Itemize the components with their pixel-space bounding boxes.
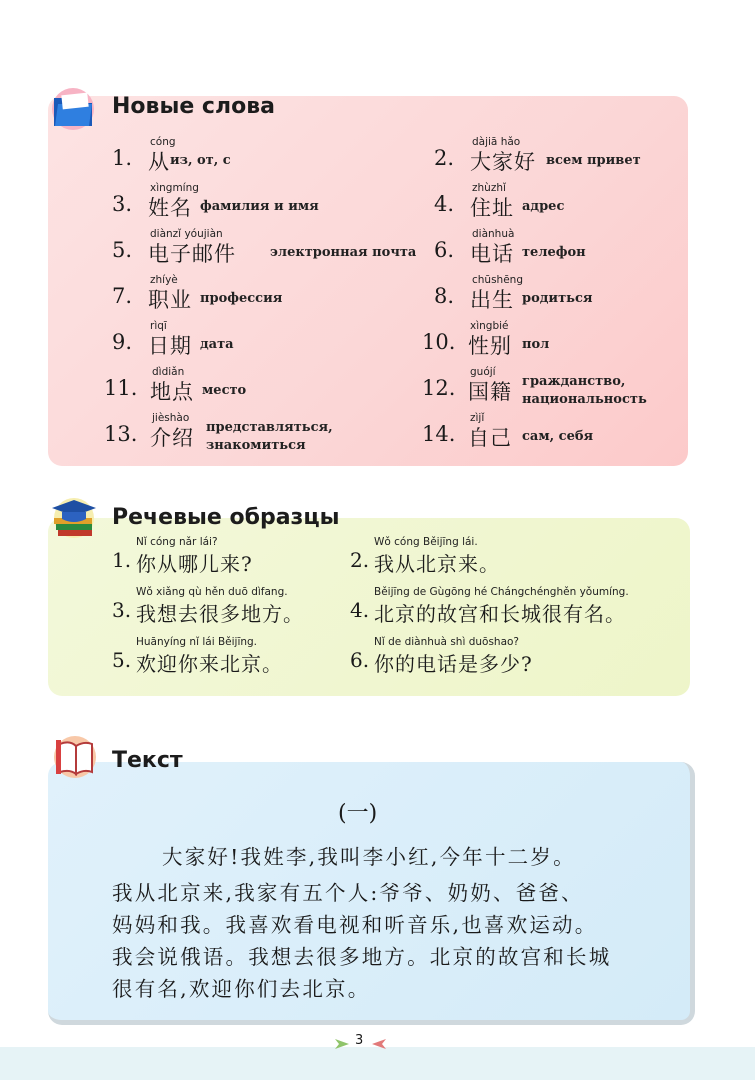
vocab-pinyin: diànzǐ yóujiàn — [150, 228, 223, 240]
vocab-item — [422, 412, 722, 458]
vocab-hanzi: 职业 — [148, 288, 192, 312]
vocab-translation: пол — [522, 337, 550, 352]
vocab-translation: всем привет — [546, 153, 641, 168]
vocab-translation: место — [202, 383, 247, 398]
pattern-hanzi: 我从北京来。 — [374, 552, 500, 576]
footer-band — [0, 1047, 755, 1080]
vocab-number: 7. — [112, 284, 133, 308]
vocab-pinyin: zìjǐ — [470, 412, 485, 424]
pattern-hanzi: 你的电话是多少? — [374, 652, 533, 676]
page-number: 3 — [355, 1033, 364, 1048]
right-leaf-icon — [372, 1035, 388, 1047]
vocab-number: 14. — [422, 422, 456, 446]
vocab-item — [112, 136, 412, 182]
vocab-pinyin: diànhuà — [472, 228, 515, 240]
vocab-hanzi: 国籍 — [468, 380, 512, 404]
pattern-pinyin: Běijīng de Gùgōng hé Chángchénghěn yǒumíng. — [374, 586, 629, 598]
vocab-number: 2. — [434, 146, 455, 170]
pattern-pinyin: Nǐ de diànhuà shì duōshao? — [374, 636, 520, 648]
vocab-number: 5. — [112, 238, 133, 262]
pattern-pinyin: Nǐ cóng nǎr lái? — [136, 536, 218, 548]
vocab-translation: из, от, с — [170, 153, 231, 168]
pattern-number: 2. — [350, 548, 370, 572]
vocab-item — [104, 412, 404, 458]
pattern-hanzi: 我想去很多地方。 — [136, 602, 304, 626]
vocab-translation: дата — [200, 337, 234, 352]
vocab-hanzi: 住址 — [470, 196, 514, 220]
graduation-cap-books-icon — [48, 496, 94, 536]
vocab-hanzi: 自己 — [468, 426, 512, 450]
pattern-number: 1. — [112, 548, 132, 572]
vocab-item — [434, 274, 734, 320]
text-line: 妈妈和我。我喜欢看电视和听音乐,也喜欢运动。 — [112, 913, 598, 937]
vocab-number: 11. — [104, 376, 138, 400]
pattern-hanzi: 你从哪儿来? — [136, 552, 253, 576]
vocab-item — [434, 136, 734, 182]
vocab-translation: профессия — [200, 291, 283, 306]
vocab-hanzi: 性别 — [468, 334, 512, 358]
vocab-hanzi: 地点 — [150, 380, 194, 404]
vocab-translation: сам, себя — [522, 429, 594, 444]
folder-icon — [48, 84, 94, 124]
vocab-number: 4. — [434, 192, 455, 216]
speech-pattern-item — [350, 536, 670, 582]
pattern-pinyin: Huānyíng nǐ lái Běijīng. — [136, 636, 258, 648]
vocab-item — [104, 366, 404, 412]
vocab-number: 9. — [112, 330, 133, 354]
new-words-title: Новые слова — [112, 94, 275, 119]
speech-pattern-item — [350, 636, 670, 682]
vocab-item — [434, 228, 734, 274]
vocab-item — [112, 320, 412, 366]
vocab-number: 13. — [104, 422, 138, 446]
vocab-translation: гражданство, — [522, 374, 626, 389]
vocab-pinyin: zhíyè — [150, 274, 178, 286]
book-icon — [50, 734, 96, 774]
vocab-pinyin: jièshào — [152, 412, 190, 424]
vocab-pinyin: xìngbié — [470, 320, 509, 332]
vocab-number: 3. — [112, 192, 133, 216]
pattern-hanzi: 欢迎你来北京。 — [136, 652, 283, 676]
pattern-number: 6. — [350, 648, 370, 672]
vocab-item — [434, 182, 734, 228]
pattern-number: 5. — [112, 648, 132, 672]
speech-patterns-title: Речевые образцы — [112, 505, 340, 530]
vocab-pinyin: cóng — [150, 136, 176, 148]
vocab-hanzi: 介绍 — [150, 426, 194, 450]
vocab-item — [422, 320, 722, 366]
text-line: 我从北京来,我家有五个人:爷爷、奶奶、爸爸、 — [112, 881, 584, 905]
vocab-translation: представляться, — [206, 420, 333, 435]
vocab-translation: родиться — [522, 291, 593, 306]
vocab-translation: телефон — [522, 245, 586, 260]
vocab-hanzi: 电话 — [470, 242, 514, 266]
vocab-hanzi: 大家好 — [470, 150, 536, 174]
pattern-number: 4. — [350, 598, 370, 622]
vocab-hanzi: 日期 — [148, 334, 192, 358]
text-title: Текст — [112, 748, 183, 773]
pattern-number: 3. — [112, 598, 132, 622]
vocab-pinyin: chūshēng — [472, 274, 523, 286]
vocab-number: 10. — [422, 330, 456, 354]
left-leaf-icon — [333, 1035, 349, 1047]
vocab-hanzi: 出生 — [470, 288, 514, 312]
vocab-hanzi: 从 — [148, 150, 170, 174]
vocab-translation-line2: знакомиться — [206, 438, 306, 453]
pattern-hanzi: 北京的故宫和长城很有名。 — [374, 602, 626, 626]
text-line: 大家好!我姓李,我叫李小红,今年十二岁。 — [162, 845, 576, 869]
vocab-translation-line2: национальность — [522, 392, 647, 407]
vocab-pinyin: guójí — [470, 366, 496, 378]
vocab-pinyin: dìdiǎn — [152, 366, 185, 378]
vocab-translation: адрес — [522, 199, 565, 214]
vocab-translation: фамилия и имя — [200, 199, 319, 214]
text-line: 我会说俄语。我想去很多地方。北京的故宫和长城 — [112, 945, 612, 969]
vocab-hanzi: 姓名 — [148, 196, 192, 220]
vocab-pinyin: zhùzhǐ — [472, 182, 506, 194]
vocab-item — [112, 274, 412, 320]
vocab-pinyin: dàjiā hǎo — [472, 136, 521, 148]
vocab-item — [422, 366, 722, 412]
vocab-translation: электронная почта — [270, 245, 417, 260]
vocab-pinyin: xìngmíng — [150, 182, 199, 194]
text-line: 很有名,欢迎你们去北京。 — [112, 977, 371, 1001]
vocab-hanzi: 电子邮件 — [148, 242, 236, 266]
text-subtitle: (一) — [338, 801, 378, 826]
vocab-number: 12. — [422, 376, 456, 400]
vocab-pinyin: rìqī — [150, 320, 167, 332]
speech-pattern-item — [350, 586, 670, 632]
pattern-pinyin: Wǒ xiǎng qù hěn duō dìfang. — [136, 586, 288, 598]
vocab-number: 1. — [112, 146, 133, 170]
vocab-number: 8. — [434, 284, 455, 308]
vocab-item — [112, 182, 412, 228]
vocab-item — [112, 228, 417, 274]
vocab-number: 6. — [434, 238, 455, 262]
pattern-pinyin: Wǒ cóng Běijīng lái. — [374, 536, 478, 548]
